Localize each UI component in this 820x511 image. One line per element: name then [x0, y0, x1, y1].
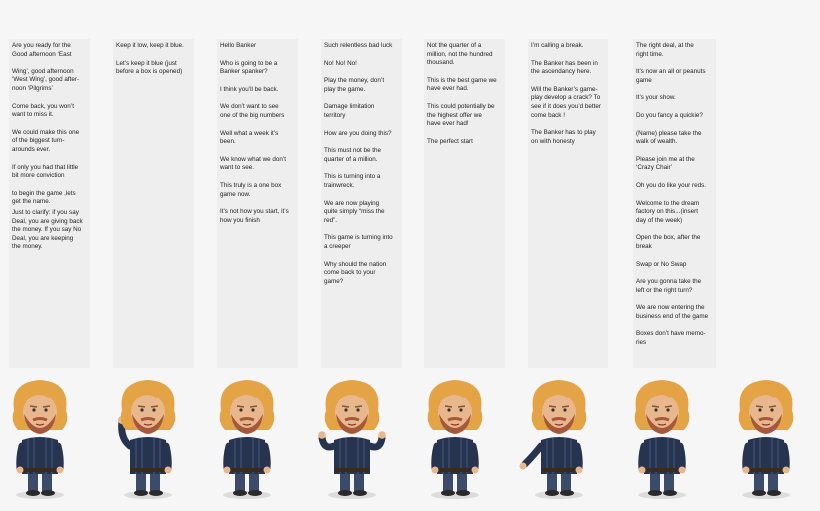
phrase-text: Do you fancy a quickie?: [636, 111, 703, 119]
phrase-text: to begin the game ,lets get the name.: [12, 189, 76, 206]
phrase-text: Welcome to the dream factory on this...(insert day of the week): [636, 199, 700, 224]
phrase-text: It’s your show.: [636, 94, 676, 102]
phrase-text: Oh you do like your reds.: [636, 181, 707, 189]
character-neutral-illustration: [726, 376, 806, 502]
phrase-text: We could make this one of the biggest turn- arounds ever.: [12, 128, 80, 153]
phrase-column-3: [217, 39, 298, 368]
character-wave-right-illustration: [108, 376, 188, 502]
character-shrug-illustration: [312, 376, 392, 502]
phrase-text: This game is turning into a creeper: [324, 234, 393, 250]
phrase-text: No! No! No!: [324, 59, 357, 67]
phrase-text: Who is going to be a Banker spanker?: [220, 59, 278, 76]
phrase-column-5: [424, 39, 505, 368]
phrase-text: We know what we don’t want to see.: [220, 155, 287, 172]
phrase-text: Are you gonna take the left or the right turn?: [636, 278, 702, 294]
phrase-text: This is the best game we have ever had.: [427, 76, 497, 93]
phrase-text: Will the Banker’s game- play develop a crack? To see if it does you’d better come back !: [531, 85, 602, 119]
phrase-column-4: [321, 39, 402, 368]
phrase-column-1: [9, 39, 90, 368]
character-neutral-illustration: [415, 376, 495, 502]
phrase-text: I’m calling a break.: [531, 42, 584, 49]
phrase-text: The Banker has been in the ascendancy here.: [531, 59, 598, 76]
phrase-text: I think you’ll be back.: [220, 85, 279, 93]
phrase-text: (Name) please take the walk of wealth.: [636, 129, 702, 146]
phrase-text: Please join me at the ‘Crazy Chair’: [636, 155, 695, 172]
phrase-text: Let’s keep it blue (just before a box is opened): [116, 59, 183, 76]
phrase-text: Come back, you won’t want to miss it.: [12, 102, 74, 119]
character-neutral-illustration: [622, 376, 702, 502]
character-neutral-illustration: [207, 376, 287, 502]
phrase-text: This must not be the quarter of a million.: [324, 147, 382, 163]
phrase-text: Such relentless bad luck: [324, 42, 393, 49]
phrase-text: Keep it low, keep it blue.: [116, 42, 184, 49]
phrase-text: Not the quarter of a million, not the hundred thousand.: [427, 42, 493, 67]
phrase-text: It’s not how you start, it’s how you finish: [220, 208, 289, 224]
phrase-text: Damage limitation territory: [324, 103, 375, 119]
phrase-text: If only you had that little bit more conviction: [12, 163, 79, 180]
phrase-text: We don’t want to see one of the big numbers: [220, 103, 285, 119]
phrase-text: Are you ready for the Good afternoon ‘East Wing’, good afternoon ‘West Wing’, good after- noon ‘Pilgrims’: [12, 42, 80, 92]
phrase-text: It’s now an all or peanuts game: [636, 68, 706, 84]
phrase-text: Boxes don’t have memo- ries: [636, 330, 706, 347]
phrase-column-7: [633, 39, 716, 368]
phrase-text: Well what a week it’s been.: [220, 129, 279, 146]
phrase-column-2: [113, 39, 194, 368]
phrase-text: How are you doing this?: [324, 129, 392, 137]
phrase-text: The Banker has to play on with honesty: [531, 129, 596, 145]
phrase-text: This truly is a one box game now.: [220, 181, 282, 198]
phrase-text: Play the money, don’t play the game.: [324, 77, 385, 93]
character-point-left-illustration: [519, 376, 599, 502]
character-neutral-illustration: [0, 376, 80, 502]
phrase-text: Hello Banker: [220, 42, 257, 49]
phrase-text: The right deal, at the right time.: [636, 42, 694, 58]
phrase-text: This could potentially be the highest offer we have ever had!: [427, 102, 495, 128]
phrase-text: This is turning into a trainwreck.: [324, 173, 381, 189]
phrase-text: We are now playing quite simply “miss the red”.: [324, 199, 385, 224]
phrase-text: The perfect start: [427, 137, 473, 145]
phrase-text: Swap or No Swap: [636, 260, 687, 268]
phrase-text: Open the box, after the break: [636, 234, 701, 250]
phrase-column-6: [528, 39, 608, 368]
phrase-text: Just to clarify: if you say Deal, you are giving back the money. If you say No Deal, you are keeping the money.: [12, 208, 83, 251]
phrase-text: We are now entering the business end of the game: [636, 304, 709, 320]
phrase-text: Why should the nation come back to your game?: [324, 260, 387, 285]
